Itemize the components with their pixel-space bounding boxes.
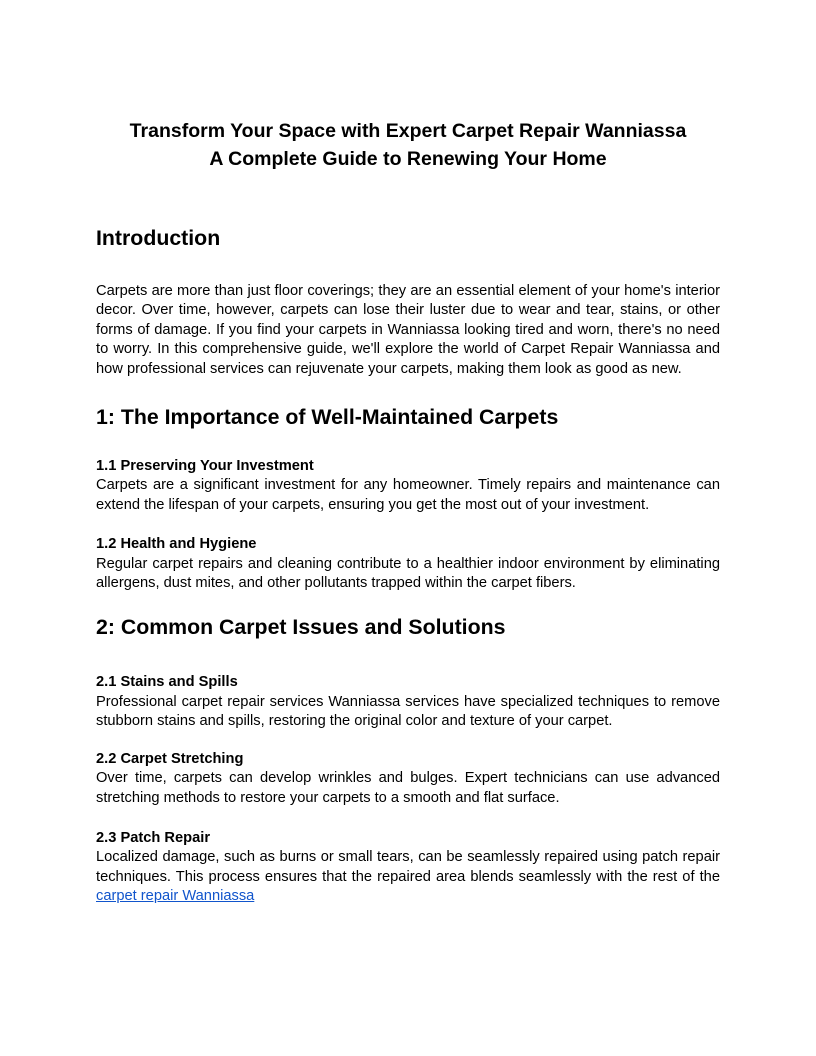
subsection-2-3-heading: 2.3 Patch Repair <box>96 829 211 846</box>
subsection-2-3-body <box>96 848 720 906</box>
subsection-2-2-heading: 2.2 Carpet Stretching <box>96 750 244 767</box>
subsection-1-1-heading: 1.1 Preserving Your Investment <box>96 458 314 475</box>
subsection-2-2-body: Over time, carpets can develop wrinkles and bulges. Expert technicians can use advanced stretching methods to restore your carpets to a smooth and flat surface. <box>96 770 720 806</box>
subsection-1-2 <box>96 535 720 593</box>
subsection-1-1 <box>96 457 720 515</box>
heading-section-2: 2: Common Carpet Issues and Solutions <box>96 615 506 640</box>
subsection-2-1 <box>96 673 720 731</box>
subsection-2-1-heading: 2.1 Stains and Spills <box>96 674 238 691</box>
carpet-repair-wanniassa-link[interactable]: carpet repair Wanniassa <box>96 888 255 905</box>
subsection-1-1-body: Carpets are a significant investment for any homeowner. Timely repairs and maintenance can extend the lifespan of your carpets, ensuring you get the most out of your investment. <box>96 477 720 513</box>
subsection-2-2 <box>96 750 720 808</box>
subsection-1-2-heading: 1.2 Health and Hygiene <box>96 536 257 553</box>
subsection-2-1-body: Professional carpet repair services Wanniassa services have specialized techniques to remove stubborn stains and spills, restoring the original color and texture of your carpet. <box>96 693 720 730</box>
intro-paragraph: Carpets are more than just floor coverings; they are an essential element of your home's interior decor. Over time, however, carpets can lose their luster due to wear and tear, stains, or other forms of damage. If you find your carpets in Wanniassa looking tired and worn, there's no need to worry. In this comprehensive guide, we'll explore the world of Carpet Repair Wanniassa and how professional services can rejuvenate your carpets, making them look as good as new. <box>96 283 720 377</box>
heading-introduction: Introduction <box>96 226 221 250</box>
subsection-1-2-body: Regular carpet repairs and cleaning contribute to a healthier indoor environment by eliminating allergens, dust mites, and other pollutants trapped within the carpet fibers. <box>96 555 720 592</box>
heading-section-1: 1: The Importance of Well-Maintained Carpets <box>96 405 559 430</box>
title-line-1: Transform Your Space with Expert Carpet Repair Wanniassa <box>129 120 687 142</box>
document-title <box>96 117 720 173</box>
subsection-2-3 <box>96 829 720 907</box>
subsection-2-3-body-text: Localized damage, such as burns or small tears, can be seamlessly repaired using patch repair techniques. This process ensures that the repaired area blends seamlessly with the rest of the <box>96 849 720 885</box>
title-line-2: A Complete Guide to Renewing Your Home <box>209 148 607 170</box>
